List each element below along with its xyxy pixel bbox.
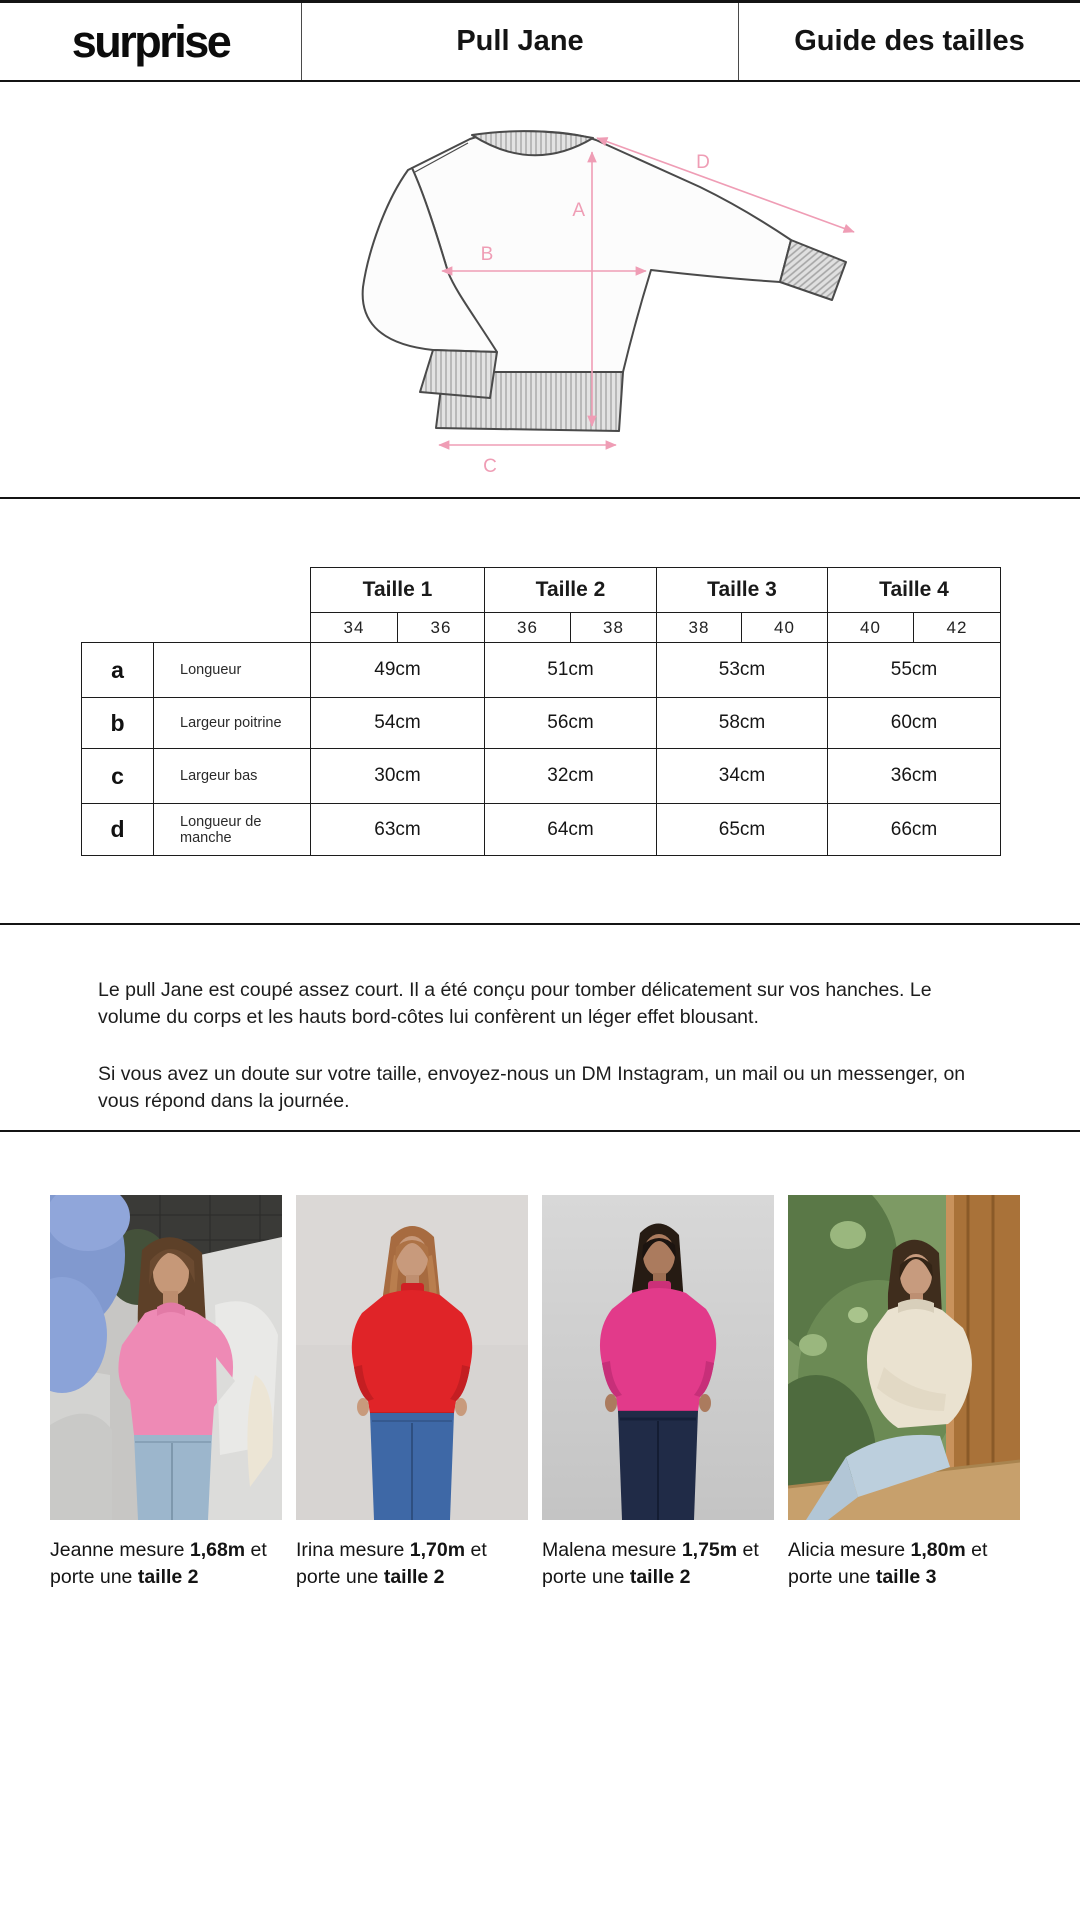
eu-size: 40 [828, 613, 914, 643]
model-caption: Malena mesure 1,75m et porte une taille 2 [542, 1539, 759, 1588]
divider [0, 497, 1080, 499]
cell-value: 54cm [311, 698, 485, 749]
cell-value: 64cm [485, 804, 657, 856]
row-letter: d [82, 804, 154, 856]
left-cuff [420, 350, 497, 398]
label-d: D [696, 152, 710, 173]
cell-value: 53cm [657, 643, 828, 698]
col-header-taille-4: Taille 4 [828, 568, 1001, 613]
sweater-diagram-svg [0, 82, 1080, 497]
cell-value: 55cm [828, 643, 1001, 698]
sweater-outline [363, 131, 846, 431]
cell-value: 30cm [311, 749, 485, 804]
header [0, 3, 1080, 82]
model-cards [50, 1195, 1020, 1590]
model-caption: Irina mesure 1,70m et porte une taille 2 [296, 1539, 487, 1588]
size-diagram [0, 82, 1080, 497]
model-card-alicia [788, 1195, 1020, 1590]
eu-size: 36 [485, 613, 571, 643]
cell-value: 56cm [485, 698, 657, 749]
header-brand-cell [0, 3, 302, 80]
model-photo-malena [542, 1195, 774, 1520]
col-header-taille-3: Taille 3 [657, 568, 828, 613]
eu-size: 38 [657, 613, 742, 643]
contact-note: Si vous avez un doute sur votre taille, envoyez-nous un DM Instagram, un mail ou un messenger, on vous répond dans la journée. [98, 1062, 966, 1112]
model-photo-irina [296, 1195, 528, 1520]
header-product-cell [302, 3, 739, 80]
row-letter: c [82, 749, 154, 804]
eu-size: 42 [914, 613, 1001, 643]
eu-size: 40 [742, 613, 828, 643]
table-row-sizes [82, 568, 1001, 613]
eu-size: 38 [571, 613, 657, 643]
header-page-cell [739, 3, 1080, 80]
cell-value: 32cm [485, 749, 657, 804]
label-c: C [483, 456, 497, 477]
row-label: Largeur poitrine [154, 698, 311, 749]
cell-value: 36cm [828, 749, 1001, 804]
table-row-largeur-poitrine [82, 698, 1001, 749]
model-caption: Jeanne mesure 1,68m et porte une taille 2 [50, 1539, 267, 1588]
model-card-irina [296, 1195, 528, 1590]
label-b: B [480, 244, 494, 265]
fit-description: Le pull Jane est coupé assez court. Il a été conçu pour tomber délicatement sur vos hanches. Le volume du corps et les hauts bord-côtes lui confèrent un léger effet blousant. [98, 978, 932, 1028]
row-label: Longueur de manche [154, 804, 311, 856]
model-card-jeanne [50, 1195, 282, 1590]
divider [0, 923, 1080, 925]
row-letter: a [82, 643, 154, 698]
row-letter: b [82, 698, 154, 749]
model-card-malena [542, 1195, 774, 1590]
table-row-longueur [82, 643, 1001, 698]
cell-value: 63cm [311, 804, 485, 856]
cell-value: 34cm [657, 749, 828, 804]
table-row-longueur-manche [82, 804, 1001, 856]
col-header-taille-2: Taille 2 [485, 568, 657, 613]
cell-value: 58cm [657, 698, 828, 749]
divider [0, 1130, 1080, 1132]
cell-value: 65cm [657, 804, 828, 856]
right-cuff [780, 240, 846, 300]
model-photo-alicia [788, 1195, 1020, 1520]
eu-size: 34 [311, 613, 398, 643]
cell-value: 49cm [311, 643, 485, 698]
eu-size: 36 [398, 613, 485, 643]
size-table [81, 567, 1001, 856]
cell-value: 66cm [828, 804, 1001, 856]
table-row-largeur-bas [82, 749, 1001, 804]
table-row-eu-sizes [82, 613, 1001, 643]
col-header-taille-1: Taille 1 [311, 568, 485, 613]
row-label: Longueur [154, 643, 311, 698]
model-caption: Alicia mesure 1,80m et porte une taille 3 [788, 1539, 988, 1588]
model-photo-jeanne [50, 1195, 282, 1520]
row-label: Largeur bas [154, 749, 311, 804]
brand-logo[interactable]: surprise [71, 15, 230, 67]
product-title: Pull Jane [456, 25, 584, 57]
cell-value: 51cm [485, 643, 657, 698]
page-title: Guide des tailles [794, 25, 1025, 57]
label-a: A [572, 200, 585, 221]
cell-value: 60cm [828, 698, 1001, 749]
